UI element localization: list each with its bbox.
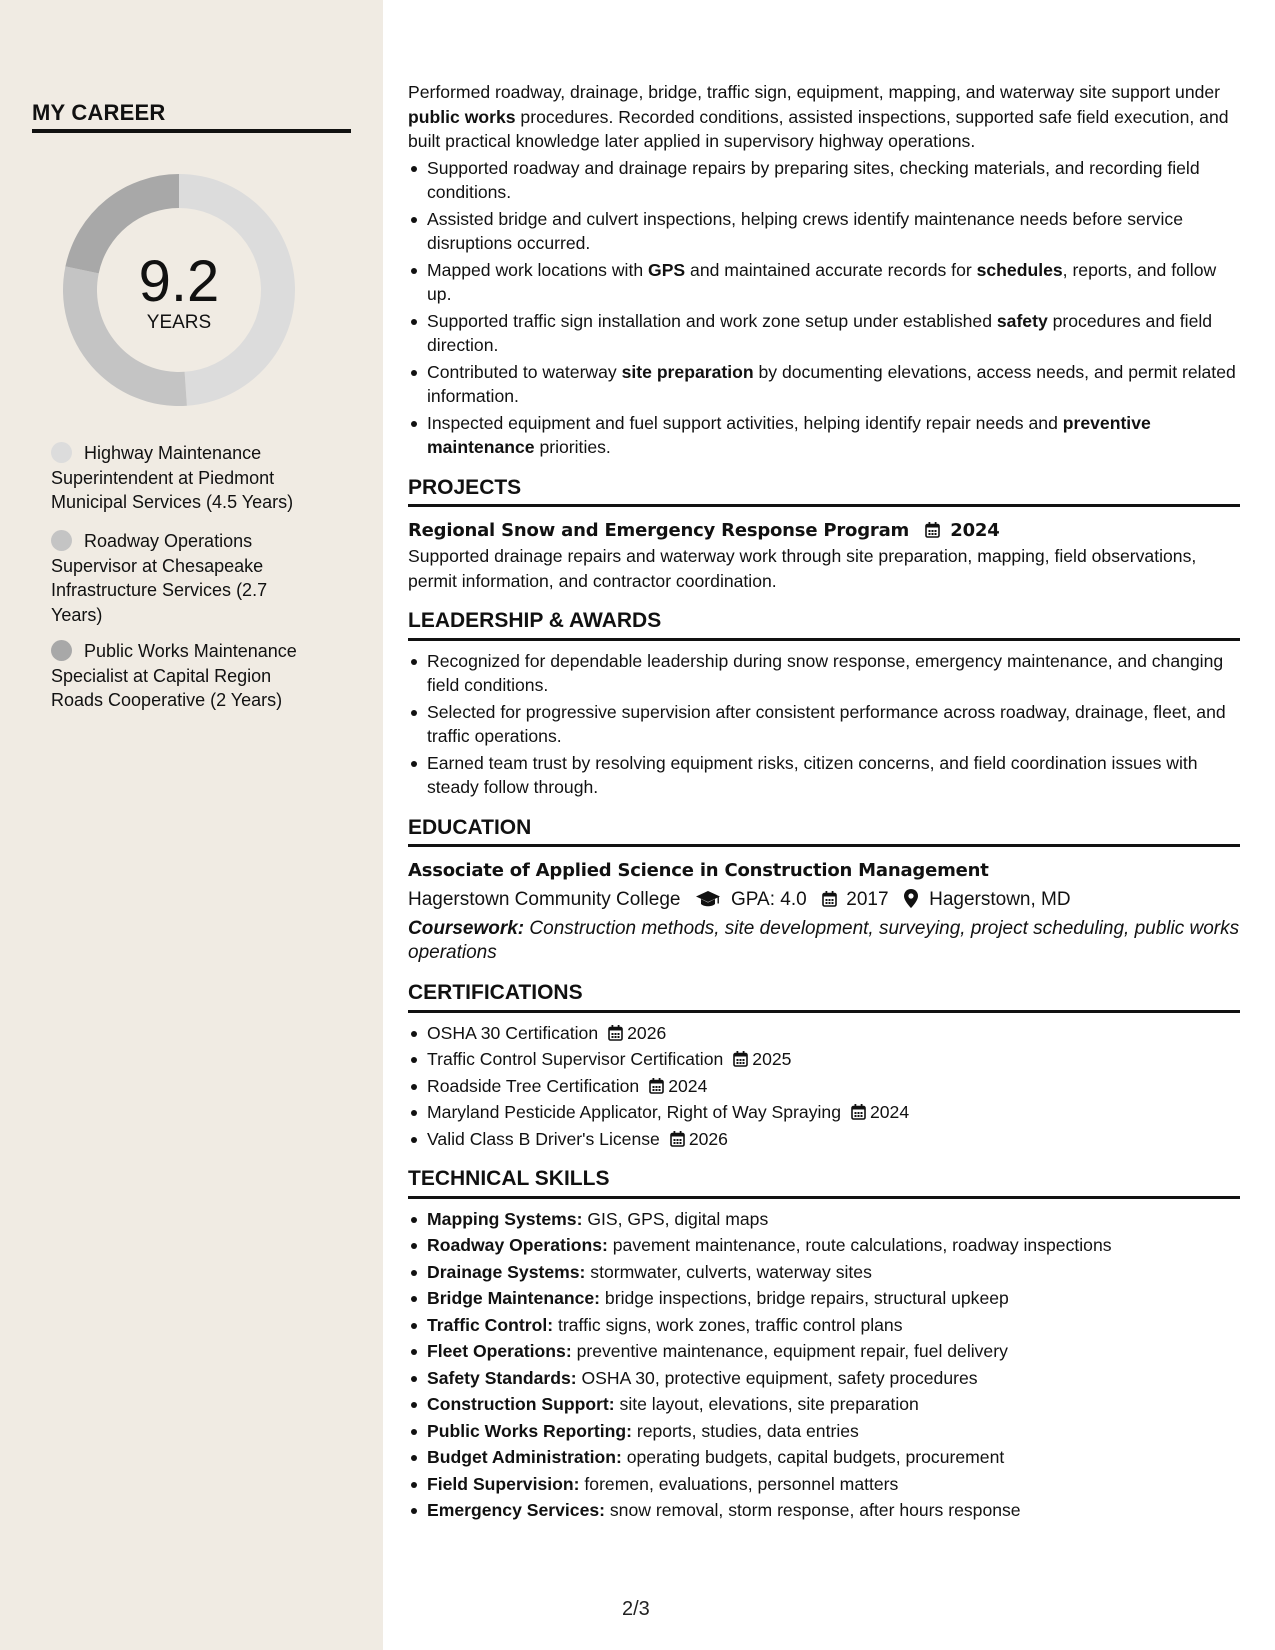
career-legend-item (51, 441, 321, 515)
skill-label: Traffic Control: (427, 1314, 554, 1335)
legend-swatch (51, 640, 72, 661)
project-description: Supported drainage repairs and waterway work through site preparation, mapping, field observations, permit information, and contractor coordination. (408, 546, 1197, 591)
list-item (408, 1366, 1240, 1391)
legend-swatch (51, 442, 72, 463)
cert-name: Roadside Tree Certification (427, 1075, 640, 1096)
cert-year: 2024 (668, 1075, 708, 1096)
career-divider (32, 129, 351, 133)
list-item (408, 1021, 1240, 1046)
legend-swatch (51, 530, 72, 551)
project-title: Regional Snow and Emergency Response Program 2024 (408, 520, 1000, 541)
certifications-list (408, 1021, 1240, 1152)
list-item (408, 1207, 1240, 1232)
education-details (408, 885, 1240, 915)
skill-value: OSHA 30, protective equipment, safety procedures (576, 1367, 978, 1388)
cert-year: 2026 (627, 1022, 667, 1043)
education-heading: EDUCATION (408, 816, 1240, 848)
certifications-heading: CERTIFICATIONS (408, 981, 1240, 1013)
skill-label: Drainage Systems: (427, 1261, 586, 1282)
page-number: 2/3 (622, 1598, 650, 1620)
list-item (408, 1419, 1240, 1444)
skill-value: site layout, elevations, site preparation (614, 1394, 919, 1414)
list-item (408, 1260, 1240, 1285)
skill-label: Roadway Operations: (427, 1235, 608, 1255)
list-item (408, 1445, 1240, 1470)
skill-value: operating budgets, capital budgets, procurement (621, 1447, 1005, 1467)
coursework: Coursework: Construction methods, site development, surveying, project scheduling, public works operations (408, 918, 1240, 963)
skill-value: snow removal, storm response, after hours response (605, 1500, 1021, 1520)
skills-list (408, 1207, 1240, 1523)
calendar-icon (822, 891, 837, 907)
list-item: Contributed to waterway site preparation by documenting elevations, access needs, and permit related information. (408, 360, 1240, 409)
skill-value: foremen, evaluations, personnel matters (579, 1473, 899, 1494)
list-item (408, 1339, 1240, 1364)
skill-label: Budget Administration: (427, 1447, 622, 1467)
skill-label: Bridge Maintenance: (427, 1288, 601, 1308)
skill-value: GIS, GPS, digital maps (582, 1208, 769, 1229)
graduation-year: 2017 (846, 889, 889, 910)
graduation-cap-icon (696, 890, 720, 908)
calendar-icon (733, 1051, 748, 1067)
experience-summary: Performed roadway, drainage, bridge, traffic sign, equipment, mapping, and waterway site support under public works procedures. Recorded conditions, assisted inspections, supported safe field execution, and built practical knowledge later applied in supervisory highway operations. (408, 82, 1229, 151)
degree-title: Associate of Applied Science in Construction Management (408, 860, 989, 881)
legend-label: Roadway Operations Supervisor at Chesapeake Infrastructure Services (2.7 Years) (51, 531, 268, 625)
list-item: Assisted bridge and culvert inspections, helping crews identify maintenance needs before service disruptions occurred. (408, 207, 1240, 256)
list-item (408, 1286, 1240, 1311)
list-item: Inspected equipment and fuel support activities, helping identify repair needs and preventive maintenance priorities. (408, 411, 1240, 460)
list-item (408, 1392, 1240, 1417)
leadership-list (408, 649, 1240, 800)
list-item (408, 1472, 1240, 1497)
cert-name: Valid Class B Driver's License (427, 1128, 660, 1149)
list-item: Mapped work locations with GPS and maintained accurate records for schedules, reports, and follow up. (408, 258, 1240, 307)
total-years-value: 9.2 (138, 249, 220, 314)
school-name: Hagerstown Community College (408, 889, 681, 910)
legend-label: Public Works Maintenance Specialist at Capital Region Roads Cooperative (2 Years) (51, 641, 297, 710)
calendar-icon (608, 1025, 623, 1041)
skill-value: preventive maintenance, equipment repair, fuel delivery (571, 1341, 1008, 1361)
cert-name: Maryland Pesticide Applicator, Right of Way Spraying (427, 1102, 841, 1122)
career-legend-item (51, 639, 321, 713)
skill-value: bridge inspections, bridge repairs, structural upkeep (600, 1288, 1009, 1308)
skill-label: Mapping Systems: (427, 1208, 583, 1229)
skill-label: Construction Support: (427, 1394, 615, 1414)
total-years-label: YEARS (146, 312, 212, 333)
skill-value: stormwater, culverts, waterway sites (585, 1261, 872, 1282)
calendar-icon (670, 1131, 685, 1147)
skill-label: Emergency Services: (427, 1500, 605, 1520)
location-pin-icon (904, 889, 918, 908)
sidebar (0, 0, 383, 1650)
calendar-icon (851, 1104, 866, 1120)
career-legend-item (51, 529, 321, 627)
leadership-heading: LEADERSHIP & AWARDS (408, 609, 1240, 641)
list-item: Supported roadway and drainage repairs by preparing sites, checking materials, and recording field conditions. (408, 156, 1240, 205)
list-item: Recognized for dependable leadership during snow response, emergency maintenance, and changing field conditions. (408, 649, 1240, 698)
list-item (408, 1313, 1240, 1338)
gpa: GPA: 4.0 (731, 889, 807, 910)
skill-label: Fleet Operations: (427, 1341, 572, 1361)
skill-label: Safety Standards: (427, 1367, 577, 1388)
legend-label: Highway Maintenance Superintendent at Piedmont Municipal Services (4.5 Years) (51, 443, 294, 512)
skills-heading: TECHNICAL SKILLS (408, 1167, 1240, 1199)
skill-value: reports, studies, data entries (631, 1420, 859, 1441)
list-item (408, 1498, 1240, 1523)
career-title: MY CAREER (32, 100, 166, 125)
school-location: Hagerstown, MD (929, 889, 1071, 910)
list-item: Earned team trust by resolving equipment risks, citizen concerns, and field coordination issues with steady follow through. (408, 751, 1240, 800)
skill-label: Public Works Reporting: (427, 1420, 632, 1441)
list-item (408, 1100, 1240, 1125)
skill-value: traffic signs, work zones, traffic control plans (553, 1314, 903, 1335)
list-item: Supported traffic sign installation and work zone setup under established safety procedures and field direction. (408, 309, 1240, 358)
cert-year: 2025 (752, 1049, 792, 1069)
cert-year: 2024 (869, 1102, 910, 1122)
skill-value: pavement maintenance, route calculations, roadway inspections (607, 1235, 1112, 1255)
calendar-icon (925, 522, 940, 538)
experience-bullets (408, 156, 1240, 460)
cert-year: 2026 (688, 1128, 728, 1149)
projects-heading: PROJECTS (408, 476, 1240, 508)
calendar-icon (649, 1078, 664, 1094)
list-item (408, 1127, 1240, 1152)
cert-name: Traffic Control Supervisor Certification (427, 1049, 724, 1069)
list-item (408, 1047, 1240, 1072)
list-item (408, 1074, 1240, 1099)
list-item: Selected for progressive supervision after consistent performance across roadway, drainage, fleet, and traffic operations. (408, 700, 1240, 749)
cert-name: OSHA 30 Certification (427, 1022, 599, 1043)
skill-label: Field Supervision: (427, 1473, 580, 1494)
main-content (408, 80, 1240, 1523)
list-item (408, 1233, 1240, 1258)
